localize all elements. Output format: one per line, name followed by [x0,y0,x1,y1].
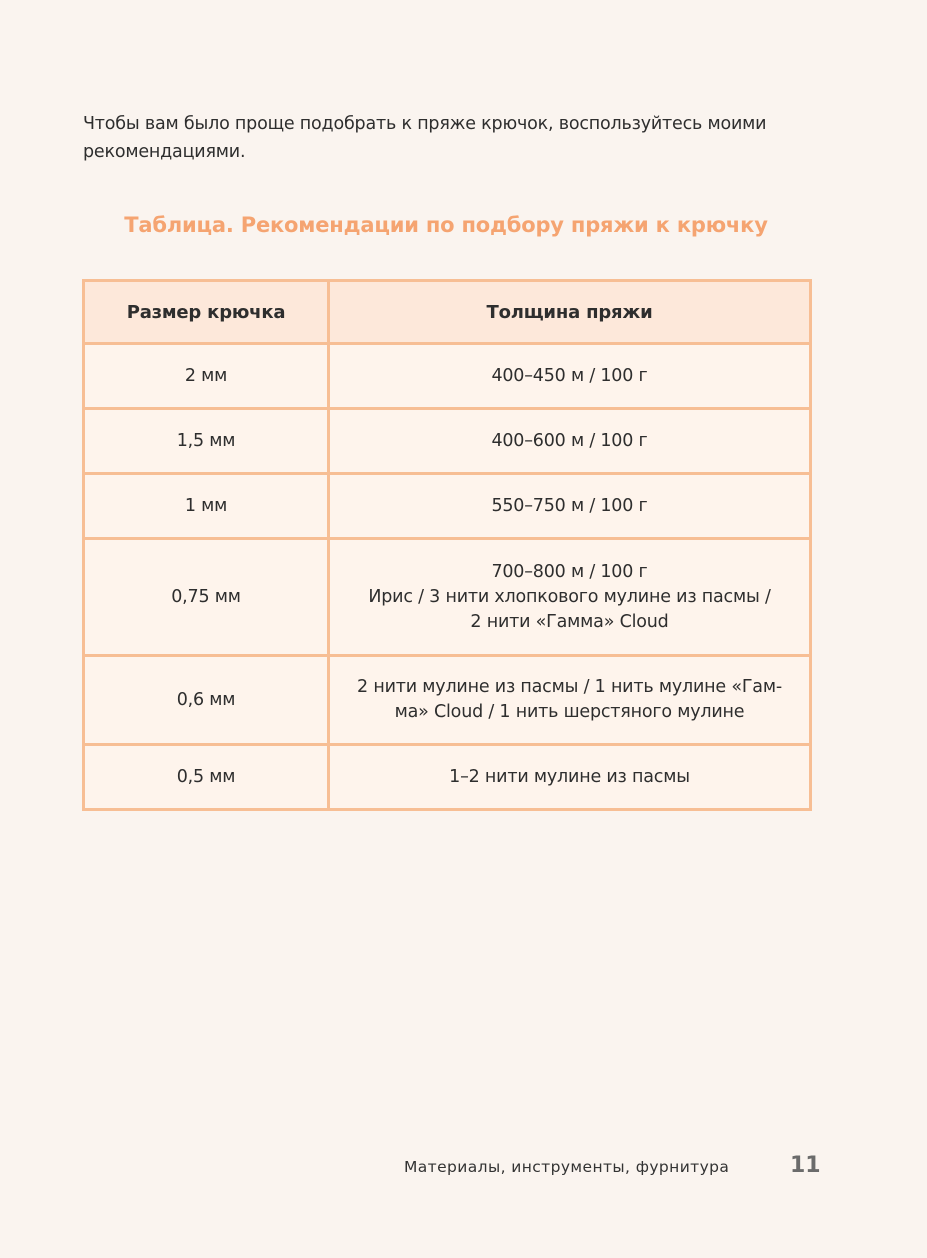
yarn-line: 400–450 м / 100 г [491,365,648,386]
column-header-hook-size: Размер крючка [84,281,329,344]
page-number: 11 [790,1153,821,1178]
yarn-line: ма» Cloud / 1 нить шерстяного мулине [394,702,745,722]
hook-size-cell: 1,5 мм [84,409,329,474]
yarn-line: 2 нити мулине из пасмы / 1 нить мулине «Гам- [357,677,782,697]
intro-paragraph: Чтобы вам было проще подобрать к пряже крючок, воспользуйтесь моими рекомендациями. [83,114,767,162]
hook-size-cell: 0,6 мм [84,656,329,745]
yarn-thickness-cell [329,344,811,409]
table-row [84,474,811,539]
hook-size-cell: 2 мм [84,344,329,409]
yarn-line: 700–800 м / 100 г [491,561,648,582]
yarn-line: 400–600 м / 100 г [491,430,648,451]
yarn-line: 550–750 м / 100 г [491,495,648,516]
yarn-line: 2 нити «Гамма» Cloud [470,611,669,632]
hook-yarn-table [82,279,809,811]
hook-size-cell: 0,75 мм [84,539,329,656]
table-row [84,656,811,745]
yarn-thickness-cell [329,409,811,474]
hook-size-cell: 0,5 мм [84,745,329,810]
hook-size-cell: 1 мм [84,474,329,539]
yarn-thickness-cell [329,745,811,810]
table-row [84,745,811,810]
table-row [84,539,811,656]
column-header-yarn-thickness: Толщина пряжи [329,281,811,344]
yarn-thickness-cell [329,474,811,539]
yarn-line: 1–2 нити мулине из пасмы [449,766,690,787]
table-title: Таблица. Рекомендации по подбору пряжи к крючку [124,213,768,237]
yarn-line: Ирис / 3 нити хлопкового мулине из пасмы / [368,586,771,607]
yarn-thickness-cell [329,539,811,656]
table-row [84,344,811,409]
yarn-thickness-cell [329,656,811,745]
table-row [84,409,811,474]
footer-section-title: Материалы, инструменты, фурнитура [404,1158,730,1176]
table-header-row [84,281,811,344]
